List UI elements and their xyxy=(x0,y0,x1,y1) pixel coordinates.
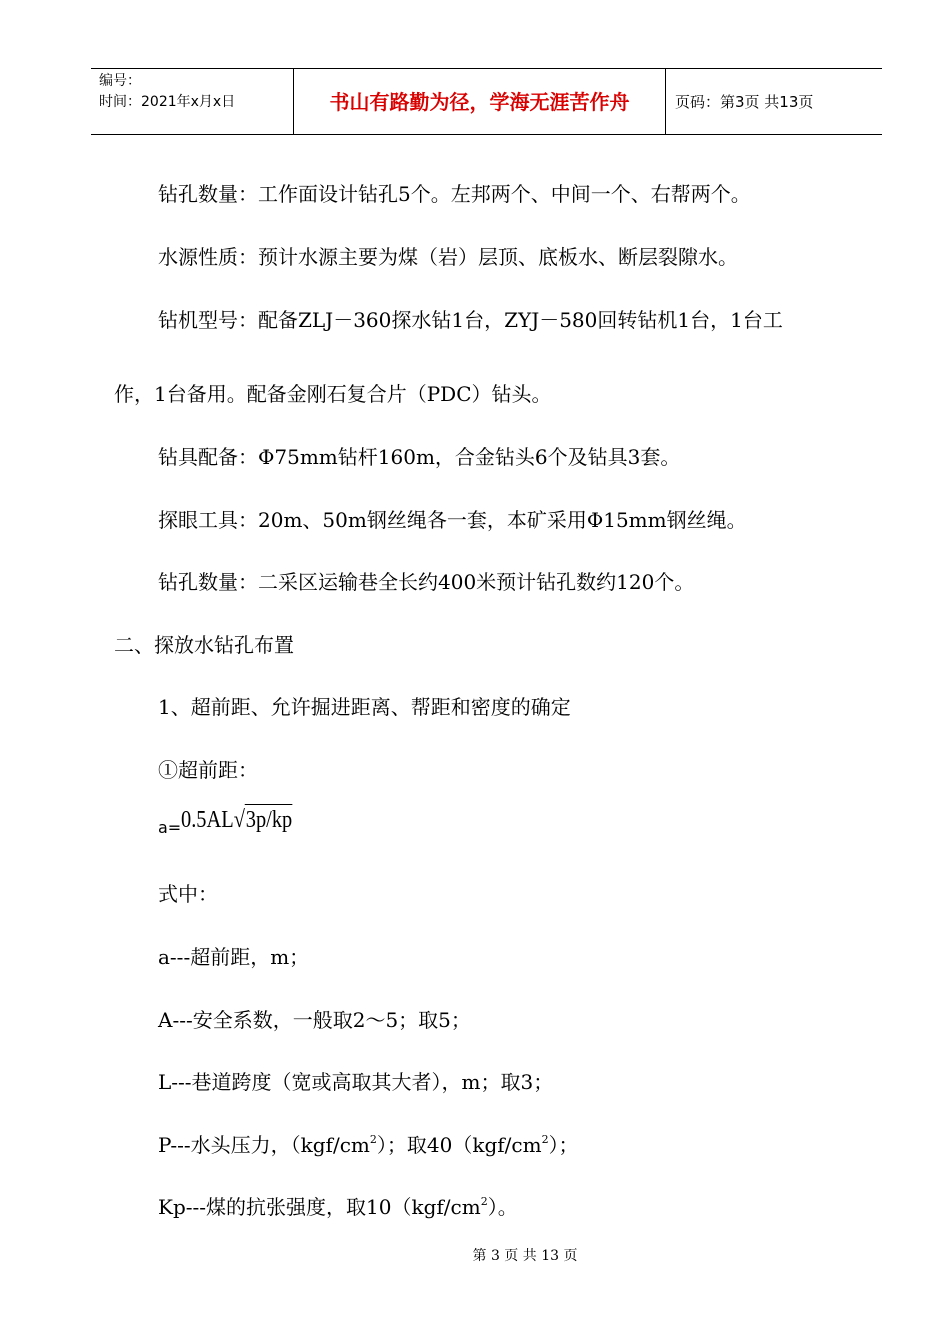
header-meta xyxy=(99,71,294,113)
page-header xyxy=(91,68,882,135)
definition-P xyxy=(158,1131,579,1159)
definition-Kp xyxy=(158,1193,518,1221)
superscript: 2 xyxy=(480,1195,488,1208)
header-time-label: 时间：2021年x月x日 xyxy=(99,94,236,110)
paragraph-water-source: 水源性质：预计水源主要为煤（岩）层顶、底板水、断层裂隙水。 xyxy=(158,245,738,269)
where-label: 式中： xyxy=(158,882,218,906)
definition-Kp-text: Kp---煤的抗张强度，取10（kgf/cm xyxy=(158,1195,481,1219)
item-advance-distance: ①超前距： xyxy=(158,758,258,782)
definition-P-text: P---水头压力，（kgf/cm xyxy=(158,1133,370,1157)
superscript: 2 xyxy=(369,1133,377,1146)
definition-P-text: ）； xyxy=(548,1133,579,1157)
paragraph-drill-tools: 钻具配备：Φ75mm钻杆160m，合金钻头6个及钻具3套。 xyxy=(158,445,681,469)
header-number-label: 编号： xyxy=(99,73,141,89)
subsection-heading: 1、超前距、允许掘进距离、帮距和密度的确定 xyxy=(158,695,571,719)
sqrt-symbol: √3p/kp xyxy=(234,804,293,835)
definition-a: a---超前距，m； xyxy=(158,945,310,969)
definition-Kp-text: ）。 xyxy=(487,1195,518,1219)
paragraph-drill-model: 钻机型号：配备ZLJ－360探水钻1台，ZYJ－580回转钻机1台，1台工 xyxy=(158,308,783,332)
definition-P-text: ）；取40（kgf/cm xyxy=(376,1133,542,1157)
header-motto: 书山有路勤为径，学海无涯苦作舟 xyxy=(329,90,630,114)
formula-coefficient: 0.5AL xyxy=(181,807,234,833)
paragraph-drill-estimate: 钻孔数量：二采区运输巷全长约400米预计钻孔数约120个。 xyxy=(158,570,695,594)
page-footer: 第 3 页 共 13 页 xyxy=(472,1248,578,1264)
definition-A: A---安全系数，一般取2～5；取5； xyxy=(158,1008,471,1032)
definition-L: L---巷道跨度（宽或高取其大者），m；取3； xyxy=(158,1070,554,1094)
header-page-info: 页码：第3页 共13页 xyxy=(675,93,814,111)
paragraph-drill-model-cont: 作，1台备用。配备金刚石复合片（PDC）钻头。 xyxy=(114,382,552,406)
superscript: 2 xyxy=(541,1133,549,1146)
formula-lhs: a= xyxy=(158,818,182,837)
header-divider xyxy=(665,69,666,135)
formula-expression xyxy=(181,804,292,835)
section-heading: 二、探放水钻孔布置 xyxy=(114,633,294,657)
formula xyxy=(158,804,312,843)
paragraph-probe-tools: 探眼工具：20m、50m钢丝绳各一套，本矿采用Φ15mm钢丝绳。 xyxy=(158,508,747,532)
paragraph-drill-count: 钻孔数量：工作面设计钻孔5个。左邦两个、中间一个、右帮两个。 xyxy=(158,182,751,206)
formula-radicand: 3p/kp xyxy=(245,804,292,835)
